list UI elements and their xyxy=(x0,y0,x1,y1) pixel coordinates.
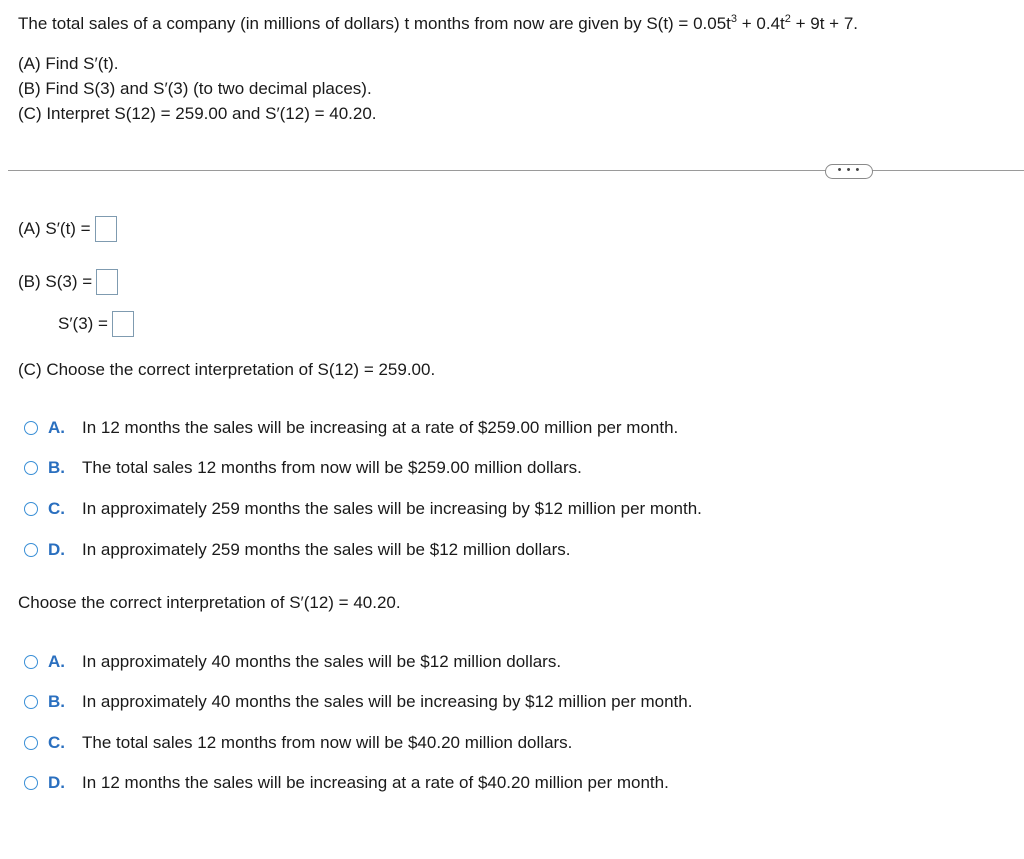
part-c-prompt-1: (C) Choose the correct interpretation of S(12) = 259.00. xyxy=(18,360,436,379)
option-1a[interactable] xyxy=(24,416,678,440)
answer-a-label: (A) S′(t) = xyxy=(18,219,91,238)
radio-1a[interactable] xyxy=(24,421,38,435)
answer-b-label: (B) S(3) = xyxy=(18,272,93,291)
option-text: In approximately 40 months the sales will be increasing by $12 million per month. xyxy=(82,692,693,711)
answer-b-s3-input[interactable] xyxy=(96,269,118,295)
radio-2b[interactable] xyxy=(24,695,38,709)
question-intro: The total sales of a company (in millions of dollars) t months from now are given by S(t) = 0.05t xyxy=(18,14,731,33)
option-text: In approximately 259 months the sales will be increasing by $12 million per month. xyxy=(82,499,702,518)
option-1b[interactable] xyxy=(24,456,582,480)
exponent-3: 3 xyxy=(730,13,738,25)
option-text: In approximately 259 months the sales will be $12 million dollars. xyxy=(82,540,571,559)
option-text: The total sales 12 months from now will be $40.20 million dollars. xyxy=(82,733,573,752)
option-letter: C. xyxy=(48,733,65,752)
option-letter: D. xyxy=(48,540,65,559)
option-letter: A. xyxy=(48,652,65,671)
part-c-prompt-2: Choose the correct interpretation of S′(12) = 40.20. xyxy=(18,593,401,612)
option-letter: A. xyxy=(48,418,65,437)
question-mid: + 0.4t xyxy=(737,14,785,33)
option-text: The total sales 12 months from now will be $259.00 million dollars. xyxy=(82,458,582,477)
radio-1b[interactable] xyxy=(24,461,38,475)
option-letter: C. xyxy=(48,499,65,518)
answer-a-row xyxy=(18,216,117,242)
radio-2a[interactable] xyxy=(24,655,38,669)
exponent-2: 2 xyxy=(784,13,791,25)
option-2b[interactable] xyxy=(24,690,692,714)
answer-a-input[interactable] xyxy=(95,216,117,242)
option-2d[interactable] xyxy=(24,771,669,795)
answer-b-sprime3-input[interactable] xyxy=(112,311,134,337)
option-1c[interactable] xyxy=(24,497,702,521)
option-letter: D. xyxy=(48,773,65,792)
option-letter: B. xyxy=(48,458,65,477)
option-1d[interactable] xyxy=(24,538,571,562)
more-options-button[interactable]: • • • xyxy=(825,164,873,179)
option-text: In approximately 40 months the sales will be $12 million dollars. xyxy=(82,652,562,671)
answer-b2-row xyxy=(58,311,134,337)
radio-1c[interactable] xyxy=(24,502,38,516)
radio-1d[interactable] xyxy=(24,543,38,557)
radio-2c[interactable] xyxy=(24,736,38,750)
question-part-c: (C) Interpret S(12) = 259.00 and S′(12) = 40.20. xyxy=(18,104,377,123)
option-2a[interactable] xyxy=(24,650,561,674)
question-statement xyxy=(18,12,858,36)
answer-b-row xyxy=(18,269,118,295)
answer-b2-label: S′(3) = xyxy=(58,314,108,333)
question-part-b: (B) Find S(3) and S′(3) (to two decimal places). xyxy=(18,79,372,98)
radio-2d[interactable] xyxy=(24,776,38,790)
option-2c[interactable] xyxy=(24,731,572,755)
question-tail: + 9t + 7. xyxy=(790,14,858,33)
option-text: In 12 months the sales will be increasing at a rate of $259.00 million per month. xyxy=(82,418,679,437)
question-part-a: (A) Find S′(t). xyxy=(18,54,119,73)
option-letter: B. xyxy=(48,692,65,711)
option-text: In 12 months the sales will be increasing at a rate of $40.20 million per month. xyxy=(82,773,669,792)
